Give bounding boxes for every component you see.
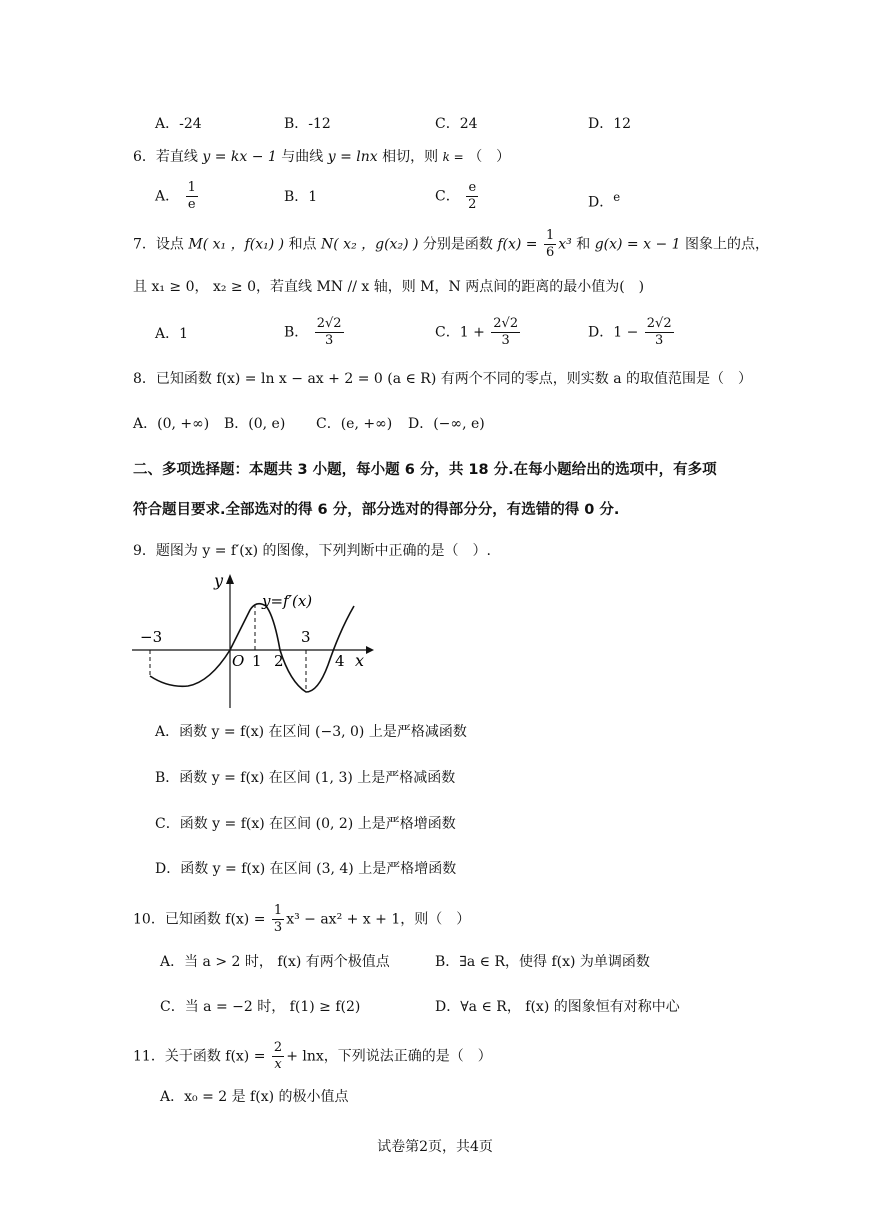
- q6-option-a-label: A．: [155, 188, 180, 205]
- q7-line1-pre: 7．设点: [133, 236, 184, 253]
- q11-stem-post: + lnx，下列说法正确的是（ ）: [286, 1048, 492, 1065]
- q6-var-k: k =: [442, 150, 464, 164]
- q7-line1-post: 图象上的点，: [685, 236, 770, 253]
- q5-option-c: C．24: [435, 116, 478, 132]
- graph-tick-3: 3: [301, 628, 311, 646]
- q6-option-d-label: D．: [588, 194, 614, 211]
- q11-stem: [133, 1040, 492, 1073]
- q6-eq-curve: y = lnx: [327, 149, 378, 165]
- q10-option-d: D．∀a ∈ R， f(x) 的图象恒有对称中心: [435, 999, 680, 1015]
- q11-f-den: x: [274, 1057, 282, 1072]
- graph-y-label: y: [214, 571, 224, 590]
- q10-fraction: [272, 903, 284, 936]
- graph-origin-label: O: [232, 652, 245, 670]
- q6-c-den: 2: [468, 197, 477, 212]
- q6-stem-post: 相切，则: [382, 149, 439, 165]
- q6-option-c-fraction: [466, 180, 478, 213]
- q8-option-a: A．(0, +∞): [133, 416, 210, 432]
- q11-fraction: [272, 1040, 284, 1073]
- q7-option-c-fraction: [491, 316, 520, 349]
- q10-option-c: C．当 a = −2 时， f(1) ≥ f(2): [160, 999, 361, 1015]
- q7-option-c: [435, 316, 522, 349]
- q9-option-b: B．函数 y = f(x) 在区间 (1, 3) 上是严格减函数: [155, 770, 456, 786]
- q7-f-num: 1: [546, 228, 555, 243]
- q8-option-c: C．(e, +∞): [316, 416, 393, 432]
- q6-stem-mid: 与曲线: [281, 149, 324, 165]
- q6-eq-line: y = kx − 1: [202, 149, 277, 165]
- q5-option-d: D．12: [588, 116, 632, 132]
- y-axis-arrow-icon: [226, 574, 234, 584]
- q6-stem-pre: 6．若直线: [133, 149, 198, 165]
- section2-heading-line2: 符合题目要求.全部选对的得 6 分，部分选对的得部分分，有选错的得 0 分.: [133, 502, 620, 518]
- q7-c-num: 2√2: [493, 316, 519, 331]
- q6-c-num: e: [466, 180, 478, 197]
- q5-option-a: A．-24: [155, 116, 202, 132]
- q7-option-d-fraction: [645, 316, 674, 349]
- q5-option-b: B．-12: [284, 116, 331, 132]
- q6-paren: （ ）: [468, 149, 511, 165]
- q11-stem-pre: 11．关于函数 f(x) =: [133, 1048, 266, 1065]
- q7-c-den: 3: [501, 333, 510, 348]
- q7-point-m: M( x₁ ，f(x₁) ): [188, 236, 285, 253]
- q8-stem: 8．已知函数 f(x) = ln x − ax + 2 = 0 (a ∈ R) 有两个不同的零点，则实数 a 的取值范围是（ ）: [133, 371, 752, 387]
- q7-fn-pre: 分别是函数: [422, 236, 493, 253]
- graph-tick-neg3: −3: [140, 628, 163, 646]
- q7-g-eq: g(x) = x − 1: [594, 236, 681, 253]
- q8-option-d: D．(−∞, e): [408, 416, 485, 432]
- graph-tick-4: 4: [335, 652, 345, 670]
- q9-option-a: A．函数 y = f(x) 在区间 (−3, 0) 上是严格减函数: [155, 724, 467, 740]
- q7-f-rhs: x³: [558, 236, 572, 253]
- q11-f-num: 2: [273, 1040, 283, 1055]
- q9-stem: 9．题图为 y = f′(x) 的图像，下列判断中正确的是（ ）.: [133, 543, 491, 559]
- derivative-curve: [150, 604, 354, 692]
- q10-option-b: B．∃a ∈ R，使得 f(x) 为单调函数: [435, 954, 650, 970]
- graph-curve-label: y=f′(x): [262, 592, 313, 610]
- q10-f-den: 3: [273, 920, 283, 935]
- q9-option-d: D．函数 y = f(x) 在区间 (3, 4) 上是严格增函数: [155, 861, 457, 877]
- q7-f-den: 6: [546, 245, 555, 260]
- q6-a-num: 1: [187, 180, 196, 195]
- graph-tick-2: 2: [274, 652, 284, 670]
- q9-option-c: C．函数 y = f(x) 在区间 (0, 2) 上是严格增函数: [155, 816, 456, 832]
- page-footer: 试卷第2页，共4页: [377, 1139, 493, 1155]
- q7-option-d: [588, 316, 676, 349]
- q7-f-lhs: f(x) =: [497, 236, 538, 253]
- q6-option-c-label: C．: [435, 188, 460, 205]
- q7-b-den: 3: [325, 333, 334, 348]
- q7-d-num: 2√2: [646, 316, 672, 331]
- q8-option-b: B．(0, e): [224, 416, 286, 432]
- q11-option-a: A．x₀ = 2 是 f(x) 的极小值点: [160, 1089, 349, 1105]
- q6-option-d: [588, 187, 620, 213]
- section2-heading-line1: 二、多项选择题：本题共 3 小题，每小题 6 分，共 18 分.在每小题给出的选项中，有多项: [133, 462, 717, 478]
- q10-stem: [133, 903, 470, 936]
- q6-option-c: [435, 180, 480, 213]
- x-axis-arrow-icon: [366, 646, 374, 654]
- q6-a-den: e: [187, 197, 196, 212]
- q7-option-d-label: D．1 −: [588, 324, 639, 341]
- q6-option-a: [155, 180, 200, 213]
- q7-option-b: [284, 316, 346, 349]
- q7-d-den: 3: [655, 333, 664, 348]
- q6-option-a-fraction: [186, 180, 198, 213]
- q7-option-b-fraction: [315, 316, 344, 349]
- q6-stem: [133, 147, 510, 167]
- q6-option-b: B．1: [284, 189, 318, 205]
- q6-option-d-value: e: [613, 190, 621, 204]
- q7-b-num: 2√2: [316, 316, 342, 331]
- graph-tick-1: 1: [252, 652, 262, 670]
- q7-option-b-label: B．: [284, 324, 309, 341]
- q7-option-c-label: C．1 +: [435, 324, 485, 341]
- q10-f-num: 1: [273, 903, 283, 918]
- q9-derivative-graph: [128, 570, 378, 710]
- q7-stem-line2: 且 x₁ ≥ 0， x₂ ≥ 0，若直线 MN // x 轴，则 M，N 两点间的距离的最小值为( ): [133, 279, 645, 295]
- q10-stem-pre: 10．已知函数 f(x) =: [133, 911, 266, 928]
- q7-point-n: N( x₂ ，g(x₂) ): [321, 236, 419, 253]
- q7-and-point: 和点: [288, 236, 317, 253]
- q7-option-a: A．1: [155, 326, 189, 342]
- q10-option-a: A．当 a > 2 时， f(x) 有两个极值点: [160, 954, 390, 970]
- q7-stem-line1: [133, 228, 769, 261]
- graph-x-label: x: [355, 651, 365, 670]
- q7-f-fraction: [544, 228, 556, 261]
- q7-g-pre: 和: [576, 236, 591, 253]
- q10-stem-post: x³ − ax² + x + 1，则（ ）: [286, 911, 471, 928]
